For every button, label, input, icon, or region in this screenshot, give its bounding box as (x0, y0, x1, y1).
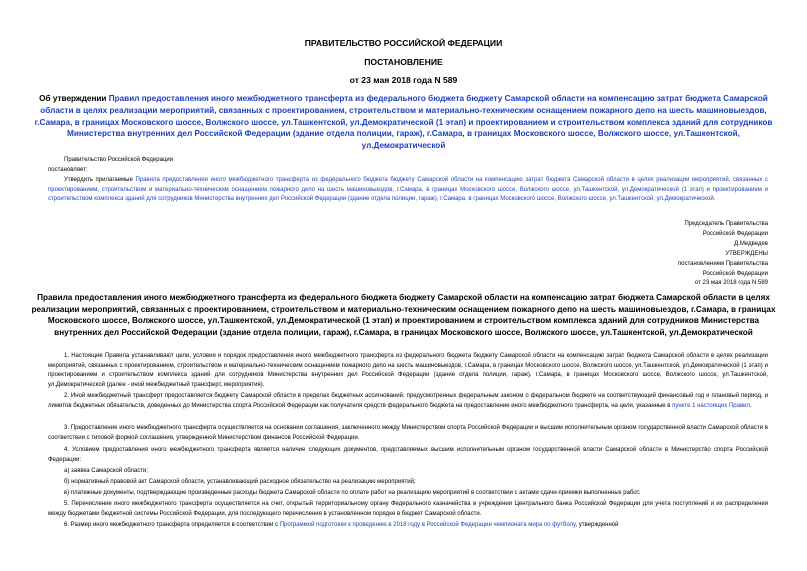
signature-block (678, 220, 768, 289)
approval-org: Российской Федерации (702, 270, 768, 277)
paragraph-6-end: , утвержденной (575, 522, 619, 528)
approval-date: от 23 мая 2018 года N 589 (694, 280, 768, 287)
approve-paragraph (48, 176, 768, 205)
paragraph-4c: в) платежные документы, подтверждающие произведенные расходы бюджета Самарской области по оплате работ на реализацию мероприятий в соответствии с актами сдачи-приемки выполненных работ. (64, 490, 641, 496)
paragraph-2 (48, 392, 768, 411)
approval-by: постановлением Правительства (677, 260, 768, 267)
paragraph-4: 4. Условием предоставления иного межбюджетного трансферта является наличие следующих документов, представляемых высшим исполнительным органом государственной власти Самарской области в Министерство спорта Российской Федерации: (48, 447, 768, 463)
document-title (28, 93, 779, 152)
paragraph-6-link[interactable]: Программой подготовки к проведению в 2018 году в Российской Федерации чемпионата мира по футболу (279, 522, 576, 528)
paragraph-6 (48, 521, 768, 531)
paragraph-4a: а) заявка Самарской области; (64, 468, 148, 474)
paragraph-5: 5. Перечисление иного межбюджетного трансферта осуществляется на счет, открытый территориальному органу Федерального казначейства в учреждении Центрального банка Российской Федерации для учета поступлений и их распределения между бюджетами бюджетной системы Российской Федерации, для последующего перечисления в установленном порядке в бюджет Самарской области. (48, 501, 768, 517)
paragraph-2-end: . (750, 402, 752, 409)
approve-rules-link[interactable]: Правила предоставления иного межбюджетного трансферта из федерального бюджета бюджету Самарской области на компенсацию затрат бюджета Самарской области в целях реализации мероприятий, связанных с проектированием, строительством и материально-техническим оснащением пожарного депо на шесть машиновыездов, г.Самара, в границах Московского шоссе, Волжского шоссе, ул.Ташкентской, ул.Демократической (1 этап) и проектированием и строительством комплекса зданий для сотрудников Министерства внутренних дел Российской Федерации (здание отдела полиции, гараж), г.Самара, в границах Московского шоссе, Волжского шоссе, ул.Ташкентской, ул.Демократической. (48, 177, 768, 203)
paragraph-4b: б) нормативный правовой акт Самарской области, устанавливающий расходное обязательство на реализацию мероприятий; (64, 479, 416, 485)
paragraph-2-link[interactable]: пункте 1 настоящих Правил (672, 402, 750, 409)
approval-stamp: УТВЕРЖДЕНЫ (725, 250, 768, 257)
paragraph-6-text: 6. Размер иного межбюджетного трансферта определяется в соответствии с (64, 522, 280, 528)
approve-prefix: Утвердить прилагаемые (64, 177, 136, 183)
organization-heading: ПРАВИТЕЛЬСТВО РОССИЙСКОЙ ФЕДЕРАЦИИ (304, 38, 503, 48)
document-kind: ПОСТАНОВЛЕНИЕ (364, 57, 443, 67)
paragraph-1: 1. Настоящие Правила устанавливают цели, условия и порядок предоставления иного межбюджетного трансферта из федерального бюджета бюджету Самарской области на компенсацию затрат бюджета Самарской области в целях реализации мероприятий, связанных с проектированием, строительством и материально-техническим оснащением пожарного депо на шесть машиновыездов, г.Самара, в границах Московского шоссе, Волжского шоссе, ул.Ташкентской, ул.Демократической (1 этап) и проектированием и строительством комплекса зданий для сотрудников Министерства внутренних дел Российской Федерации (здание отдела полиции, гараж), г.Самара, в границах Московского шоссе, Волжского шоссе, ул.Ташкентской, ул.Демократической (далее - иной межбюджетный трансферт, мероприятия). (48, 353, 768, 388)
intro-government: Правительство Российской Федерации (64, 157, 174, 163)
document-date: от 23 мая 2018 года N 589 (349, 75, 458, 85)
signature-position: Председатель Правительства (684, 221, 768, 227)
signature-org: Российской Федерации (702, 230, 768, 237)
title-rules-link[interactable]: Правил предоставления иного межбюджетного трансферта из федерального бюджета бюджету Самарской области на компенсацию затрат бюджета Самарской области в целях реализации мероприятий, связанных с проектированием, строительством и материально-техническим оснащением пожарного депо на шесть машиновыездов, г.Самара, в границах Московского шоссе, Волжского шоссе, ул.Ташкентской, ул.Демократической (1 этап) и проектированием и строительством комплекса зданий для сотрудников Министерства внутренних дел Российской Федерации (здание отдела полиции, гараж), г.Самара, в границах Московского шоссе, Волжского шоссе, ул.Ташкентской, ул.Демократической (34, 94, 773, 151)
paragraph-3: 3. Предоставление иного межбюджетного трансферта осуществляется на основании соглашения, заключенного между Министерством спорта Российской Федерации и высшим исполнительным органом государственной власти Самарской области в соответствии с типовой формой соглашения, утвержденной Министерством финансов Российской Федерации. (48, 425, 768, 441)
paragraph-2-text: 2. Иной межбюджетный трансферт предоставляется бюджету Самарской области в пределах бюджетных ассигнований, предусмотренных федеральным законом о федеральном бюджете на соответствующий финансовый год и плановый период, и лимитов бюджетных обязательств, доведенных до Министерства спорта Российской Федерации как получателя средств федерального бюджета на предоставление иного межбюджетного трансферта, на цели, указанные в (48, 393, 768, 409)
title-prefix: Об утверждении (39, 94, 109, 103)
rules-title: Правила предоставления иного межбюджетного трансферта из федерального бюджета бюджету Самарской области на компенсацию затрат бюджета Самарской области в целях реализации мероприятий, связанных с проектированием, строительством и материально-техническим оснащением пожарного депо на шесть машиновыездов, г.Самара, в границах Московского шоссе, Волжского шоссе, ул.Ташкентской, ул.Демократической (1 этап) и проектированием и строительством комплекса зданий для сотрудников Министерства внутренних дел Российской Федерации (здание отдела полиции, гараж), г.Самара, в границах Московского шоссе, Волжского шоссе, ул.Ташкентской, ул.Демократической (31, 293, 776, 337)
signature-name: Д.Медведев (734, 240, 768, 247)
intro-resolves: постановляет: (48, 167, 88, 173)
